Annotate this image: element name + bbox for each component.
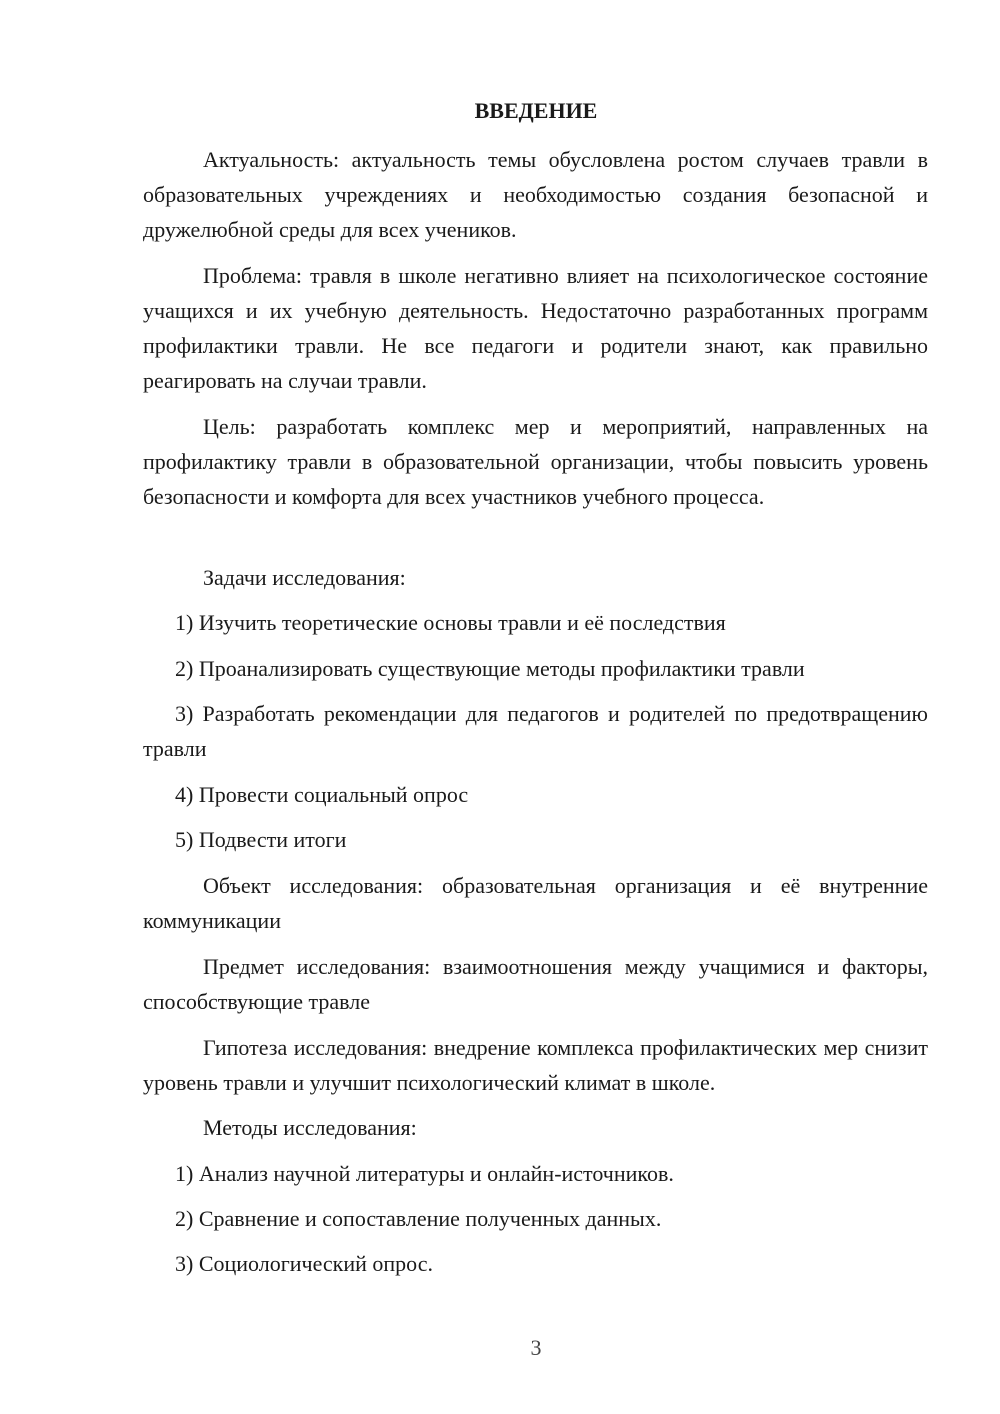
relevance-paragraph: Актуальность: актуальность темы обусловлена ростом случаев травли в образовательных учреждениях и необходимостью создания безопасной и дружелюбной среды для всех учеников. xyxy=(143,147,928,242)
method-item-3: 3) Социологический опрос. xyxy=(175,1251,433,1276)
problem-paragraph: Проблема: травля в школе негативно влияет на психологическое состояние учащихся и их учебную деятельность. Недостаточно разработанных программ профилактики травли. Не все педагоги и родители знают, как правильно реагировать на случаи травли. xyxy=(143,263,928,393)
goal-paragraph: Цель: разработать комплекс мер и мероприятий, направленных на профилактику травли в образовательной организации, чтобы повысить уровень безопасности и комфорта для всех участников учебного процесса. xyxy=(143,414,928,509)
task-item-5: 5) Подвести итоги xyxy=(175,827,347,852)
hypothesis-paragraph: Гипотеза исследования: внедрение комплекса профилактических мер снизит уровень травли и улучшит психологический климат в школе. xyxy=(143,1035,928,1095)
task-item-4: 4) Провести социальный опрос xyxy=(175,782,469,807)
subject-paragraph: Предмет исследования: взаимоотношения между учащимися и факторы, способствующие травле xyxy=(143,954,928,1014)
task-item-3: 3) Разработать рекомендации для педагогов и родителей по предотвращению травли xyxy=(143,701,928,761)
page-number: 3 xyxy=(530,1335,542,1360)
section-title: ВВЕДЕНИЕ xyxy=(474,98,598,123)
method-item-1: 1) Анализ научной литературы и онлайн-источников. xyxy=(175,1161,674,1186)
methods-heading: Методы исследования: xyxy=(203,1115,417,1140)
method-item-2: 2) Сравнение и сопоставление полученных данных. xyxy=(175,1206,662,1231)
task-item-2: 2) Проанализировать существующие методы профилактики травли xyxy=(175,656,805,681)
task-item-1: 1) Изучить теоретические основы травли и её последствия xyxy=(175,610,726,635)
tasks-heading: Задачи исследования: xyxy=(203,565,406,590)
object-paragraph: Объект исследования: образовательная организация и её внутренние коммуникации xyxy=(143,873,928,933)
